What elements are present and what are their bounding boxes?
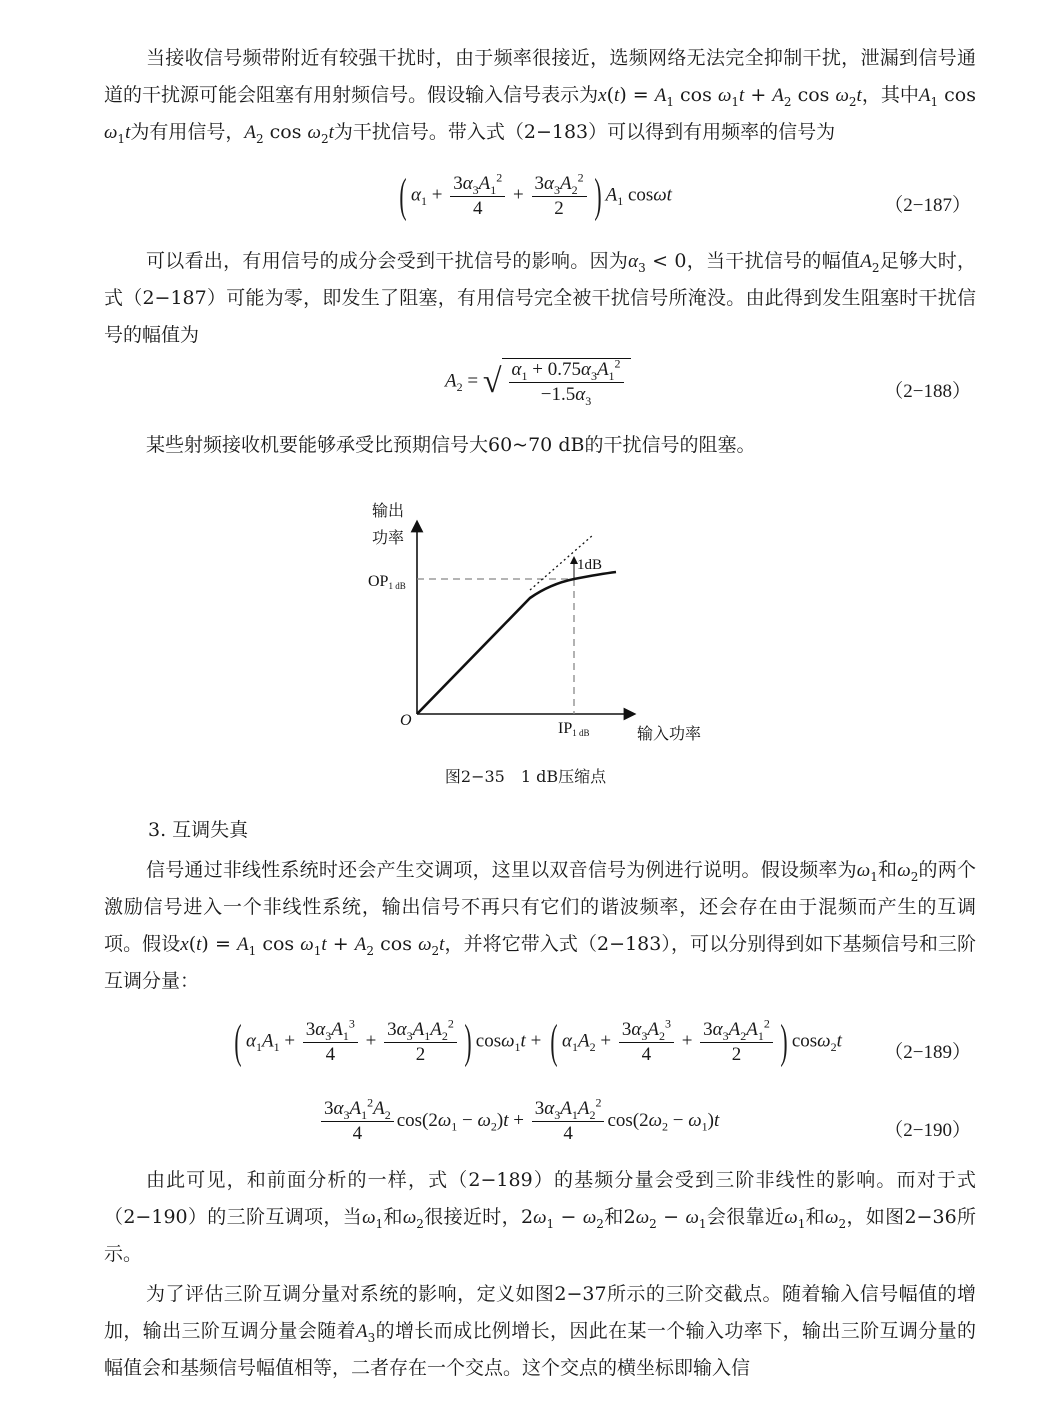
response-curve [417,572,616,714]
paragraph-6: 为了评估三阶互调分量对系统的影响，定义如图2−37所示的三阶交截点。随着输入信号幅值的增加，输出三阶互调分量会随着$A_3$的增长而成比例增长，因此在某一个输入功率下，输出三阶互调分量的幅值会和基频信号幅值相等，二者存在一个交点。这个交点的横坐标即输入信 [104,1283,976,1379]
compression-point-figure [340,490,740,760]
paragraph-4: 信号通过非线性系统时还会产生交调项，这里以双音信号为例进行说明。假设频率为$\omega_1$和$\omega_2$的两个激励信号进入一个非线性系统，输出信号不再只有它们的谐波频率，还会存在由于混频而产生的互调项。假设$x(t) = A_1$ $\cos \omega_1t + A_2$ $\cos \omega_2t$，并将它带入式（2−183），可以分别得到如下基频信号和三阶互调分量： [104,859,976,992]
y-axis-label-2: 功率 [372,530,405,547]
x-axis-label: 输入功率 [637,726,702,743]
equation-2-187: ( $\alpha_1$ + $\frac{3\alpha_3A_1^2}{4}$ + $\frac{3\alpha_3A_2^2}{2}$ ) $A_1$ cosωt [399,169,672,222]
paragraph-5: 由此可见，和前面分析的一样，式（2−189）的基频分量会受到三阶非线性的影响。而对于式（2−190）的三阶互调项，当$\omega_1$和$\omega_2$很接近时，$2\omega_1 - \omega_2$和$2\omega_2 - \omega_1$会很靠近$\omega_1$和$\omega_2$，如图2−36所示。 [104,1169,977,1265]
equation-number-2-189: （2−189） [884,1042,971,1063]
equation-number-2-190: （2−190） [884,1120,971,1141]
paragraph-2: 可以看出，有用信号的成分会受到干扰信号的影响。因为$\alpha_3 < 0$，当干扰信号的幅值$A_2$足够大时，式（2−187）可能为零，即发生了阻塞，有用信号完全被干扰信号所淹没。由此得到发生阻塞时干扰信号的幅值为 [104,250,976,346]
ip-label: IP1 dB [558,720,590,738]
equation-2-189: ( $\alpha_1A_1$ + $\frac{3\alpha_3A_1^3}{4}$ + $\frac{3\alpha_3A_1A_2^2}{2}$ ) cosω$_1$t + ( $\alpha_1A_2$ + $\frac{3\alpha_3A_2^3}{4}$ + $\frac{3\alpha_3A_2A_1^2}{2}$ ) cosω$_2$t [234,1015,842,1068]
equation-number-2-188: （2−188） [884,381,971,402]
delta-1db-label: 1dB [577,557,603,573]
equation-2-190: $\frac{3\alpha_3A_1^2A_2}{4}$ $\cos(2\omega_1 - \omega_2)t$ + $\frac{3\alpha_3A_1A_2^2}{4}$ $\cos(2\omega_2 - \omega_1)t$ [318,1098,719,1145]
op-label: OP1 dB [368,573,406,591]
equation-number-2-187: （2−187） [884,195,971,216]
paragraph-1: 当接收信号频带附近有较强干扰时，由于频率很接近，选频网络无法完全抑制干扰，泄漏到信号通道的干扰源可能会阻塞有用射频信号。假设输入信号表示为$x(t) = A_1$ $\cos \omega_1t + A_2$ $\cos \omega_2t$，其中$A_1$ $\cos \omega_1t$为有用信号，$A_2$ $\cos \omega_2t$为干扰信号。带入式（2−183）可以得到有用频率的信号为 [104,47,976,146]
y-axis-label-1: 输出 [372,503,405,520]
origin-label: O [400,712,412,729]
equation-2-188: $A_2$ = √ $\frac{\alpha_1 + 0.75\alpha_3A_1^2}{-1.5\alpha_3}$ [445,358,631,406]
figure-caption: 图2−35 1 dB压缩点 [444,767,607,786]
paragraph-3: 某些射频接收机要能够承受比预期信号大60~70 dB的干扰信号的阻塞。 [146,434,756,456]
section-heading: 3. 互调失真 [148,819,249,841]
